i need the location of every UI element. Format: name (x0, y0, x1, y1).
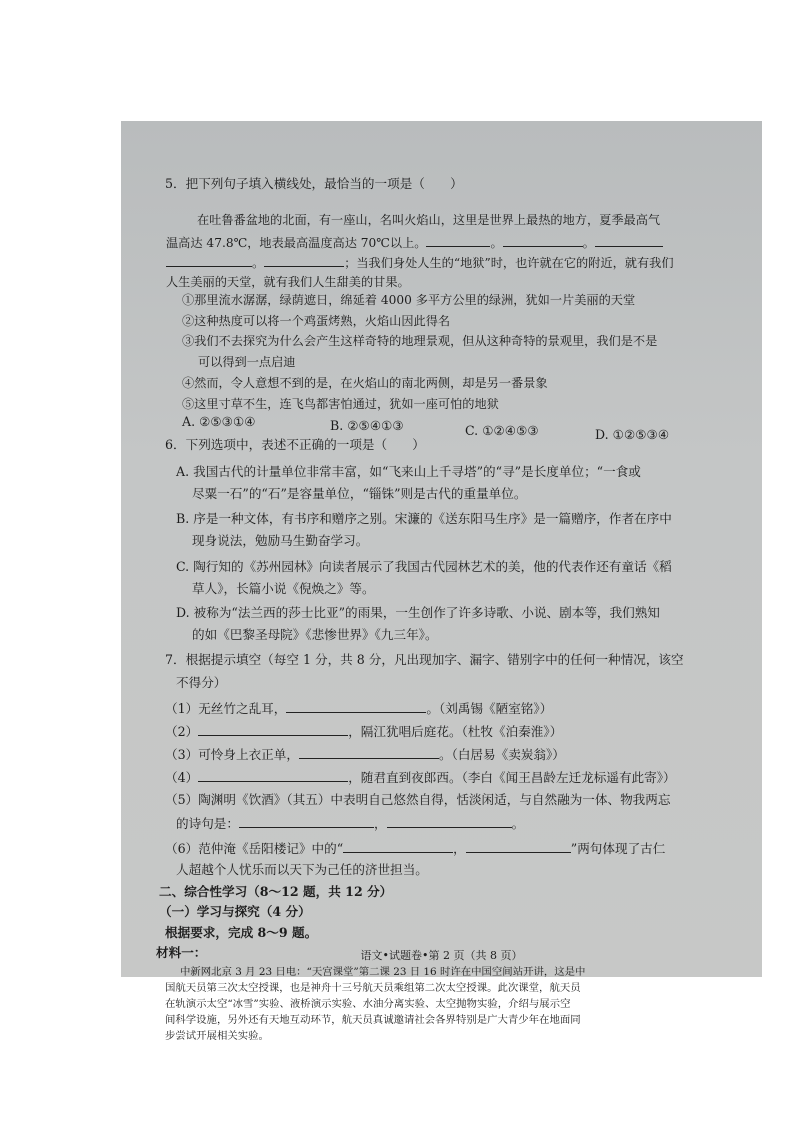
answer-blank[interactable] (343, 840, 453, 853)
q5-item: ③我们不去探究为什么会产生这样奇特的地理景观，但从这种奇特的景观里，我们是不是 (182, 334, 658, 348)
q5-option-d[interactable]: D. ①②⑤③④ (595, 427, 670, 442)
q5-passage-line: 温高达 47.8℃，地表最高温度高达 70℃以上。 。 。 (166, 234, 663, 251)
q6-option-d-cont: 的如《巴黎圣母院》《悲惨世界》《九三年》。 (192, 627, 438, 642)
q6-option-b[interactable]: B. 序是一种文体，有书序和赠序之别。宋濂的《送东阳马生序》是一篇赠序，作者在序中 (176, 511, 672, 526)
q7-stem-cont: 不得分） (176, 675, 227, 690)
q5-item: ②这种热度可以将一个鸡蛋烤熟，火焰山因此得名 (182, 314, 451, 328)
q6-option-a[interactable]: A. 我国古代的计量单位非常丰富，如“飞来山上千寻塔”的“寻”是长度单位；“一食或 (176, 464, 641, 479)
q6-option-a-cont: 尽粟一石”的“石”是容量单位，“锱铢”则是古代的重量单位。 (192, 486, 527, 501)
answer-blank[interactable] (387, 815, 512, 828)
q6-option-c[interactable]: C. 陶行知的《苏州园林》向读者展示了我国古代园林艺术的美，他的代表作还有童话《稻 (176, 559, 672, 574)
q7-item-5-cont: 的诗句是： ， 。 (176, 816, 525, 831)
q7-item-4: （4） ，随君直到夜郎西。（李白《闻王昌龄左迁龙标遥有此寄》） (165, 770, 676, 785)
section-instruction: 根据要求，完成 8～9 题。 (165, 925, 318, 940)
q7-item-3: （3）可怜身上衣正单， 。（白居易《卖炭翁》） (165, 747, 565, 762)
answer-blank[interactable] (286, 700, 426, 713)
answer-blank[interactable] (595, 234, 663, 247)
material-label: 材料一： (156, 945, 207, 960)
q5-stem: 5．把下列句子填入横线处，最恰当的一项是（ ） (165, 176, 463, 191)
answer-blank[interactable] (239, 815, 374, 828)
q6-option-d[interactable]: D. 被称为“法兰西的莎士比亚”的雨果，一生创作了许多诗歌、小说、剧本等，我们熟知 (176, 605, 660, 620)
answer-blank[interactable] (264, 254, 344, 267)
q7-item-6-cont: 人超越个人忧乐而以天下为己任的济世担当。 (176, 862, 428, 877)
answer-blank[interactable] (466, 840, 571, 853)
answer-blank[interactable] (198, 769, 348, 782)
material-line: 间科学设施，另外还有天地互动环节，航天员真诚邀请社会各界特别是广大青少年在地面同 (165, 1014, 581, 1026)
answer-blank[interactable] (299, 746, 439, 759)
page-footer: 语文•试题卷•第 2 页（共 8 页） (360, 949, 523, 962)
answer-blank[interactable] (503, 234, 583, 247)
q6-option-c-cont: 草人》，长篇小说《倪焕之》等。 (192, 581, 375, 596)
exam-page-photo (121, 121, 762, 1042)
material-line: 国航天员第三次太空授课，也是神舟十三号航天员乘组第二次太空授课。此次课堂，航天员 (165, 982, 581, 994)
q6-option-b-cont: 现身说法，勉励马生勤奋学习。 (192, 533, 369, 548)
q7-item-6: （6）范仲淹《岳阳楼记》中的“ ， ”两句体现了古仁 (165, 841, 666, 856)
material-line: 中新网北京 3 月 23 日电：“天宫课堂”第二课 23 日 16 时许在中国空间站开讲，这是中 (180, 966, 586, 978)
answer-blank[interactable] (198, 723, 348, 736)
q5-item: 可以得到一点启迪 (198, 355, 296, 369)
section-title: 二、综合性学习（8～12 题，共 12 分） (159, 884, 393, 899)
subsection-title: （一）学习与探究（4 分） (159, 904, 311, 919)
q7-item-1: （1）无丝竹之乱耳， 。（刘禹锡《陋室铭》） (165, 701, 553, 716)
q6-stem: 6．下列选项中，表述不正确的一项是（ ） (165, 437, 425, 452)
q5-option-a[interactable]: A. ②⑤③①④ (182, 414, 256, 429)
q5-option-b[interactable]: B. ②⑤④①③ (330, 418, 404, 433)
q5-item: ①那里流水潺潺，绿荫遮日，绵延着 4000 多平方公里的绿洲，犹如一片美丽的天堂 (182, 293, 636, 307)
q5-passage-line: 。 ；当我们身处人生的“地狱”时，也许就在它的附近，就有我们 (166, 254, 674, 271)
q7-stem: 7．根据提示填空（每空 1 分，共 8 分，凡出现加字、漏字、错别字中的任何一种情况，该空 (165, 652, 684, 667)
q5-item: ⑤这里寸草不生，连飞鸟都害怕通过，犹如一座可怕的地狱 (182, 397, 499, 411)
answer-blank[interactable] (166, 254, 252, 267)
q5-passage-line: 在吐鲁番盆地的北面，有一座山，名叫火焰山，这里是世界上最热的地方，夏季最高气 (197, 213, 661, 227)
q7-item-2: （2） ，隔江犹唱后庭花。（杜牧《泊秦淮》） (165, 724, 563, 739)
material-line: 在轨演示太空“冰雪”实验、液桥演示实验、水油分离实验、太空抛物实验，介绍与展示空 (165, 998, 571, 1010)
q5-option-c[interactable]: C. ①②④⑤③ (465, 423, 539, 438)
q5-item: ④然而，令人意想不到的是，在火焰山的南北两侧，却是另一番景象 (182, 376, 548, 390)
q5-passage-line: 人生美丽的天堂，就有我们人生甜美的甘果。 (166, 275, 410, 289)
material-line: 步尝试开展相关实验。 (165, 1030, 269, 1042)
q7-item-5: （5）陶渊明《饮酒》（其五）中表明自己悠然自得，恬淡闲适，与自然融为一体、物我两忘 (165, 792, 671, 807)
answer-blank[interactable] (426, 234, 490, 247)
